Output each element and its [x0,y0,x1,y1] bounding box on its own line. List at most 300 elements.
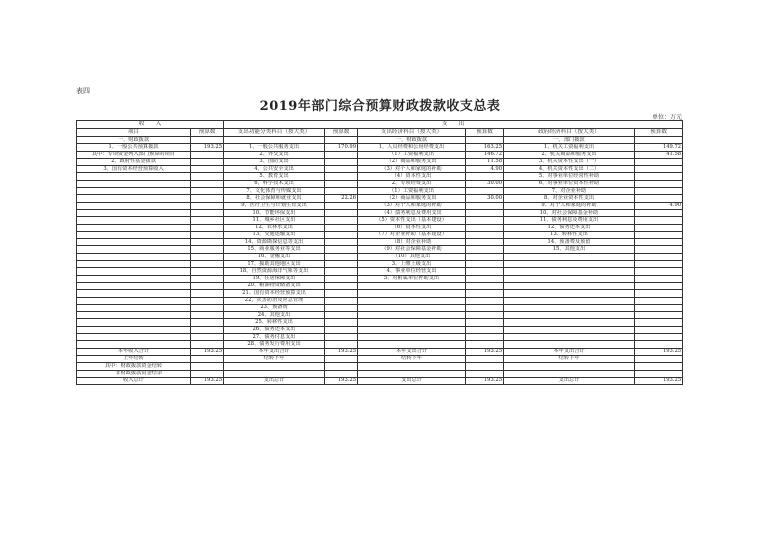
table-cell [635,268,683,275]
table-cell: 结转下年 [504,355,635,362]
table-cell: 7、文化体育与传媒支出 [224,188,325,195]
table-cell [224,370,325,377]
table-cell [466,304,504,311]
table-cell [191,275,224,282]
table-cell: 支出总计 [224,377,325,384]
table-cell [77,253,191,260]
table-row [77,239,683,246]
table-cell [635,326,683,333]
table-cell [77,231,191,238]
table-cell [466,209,504,216]
table-cell: 193.25 [191,144,224,151]
table-cell [77,224,191,231]
table-cell [635,355,683,362]
table-cell [504,282,635,289]
table-cell [191,297,224,304]
table-cell [191,231,224,238]
table-row [77,188,683,195]
table-cell [191,246,224,253]
table-cell [635,319,683,326]
col-func: 支出功能分类科目（按大类） [224,129,325,137]
table-row [77,326,683,333]
table-cell [504,268,635,275]
table-cell [77,319,191,326]
table-cell [635,275,683,282]
table-cell: 4、机关资本性支出（二） [504,166,635,173]
table-cell [191,304,224,311]
page-title: 2019年部门综合预算财政拨款收支总表 [259,99,501,114]
table-cell: 3、国防支出 [224,158,325,165]
table-cell: 11、债务利息及费用支出 [504,217,635,224]
table-cell [635,304,683,311]
table-row [77,217,683,224]
table-cell [191,261,224,268]
table-cell [466,326,504,333]
table-cell [77,202,191,209]
table-cell [77,217,191,224]
table-cell: 9、医疗卫生与计划生育支出 [224,202,325,209]
table-cell [77,180,191,187]
table-cell: 26、债务还本支出 [224,326,325,333]
table-cell [466,268,504,275]
table-row [77,319,683,326]
table-cell: （3）对个人和家庭的补助 [358,166,466,173]
table-cell [504,326,635,333]
table-cell: 14、预备费及预留 [504,239,635,246]
table-cell [466,290,504,297]
table-cell [358,341,466,348]
table-cell: （7）对企业补助（基本建设） [358,231,466,238]
table-cell [635,173,683,180]
table-cell [504,319,635,326]
table-cell [191,319,224,326]
table-cell [325,137,358,144]
table-cell [325,261,358,268]
table-cell: （4）资本性支出 [358,173,466,180]
table-cell: 1、人员经费和公用经费支出 [358,144,466,151]
table-cell [635,282,683,289]
table-cell [466,282,504,289]
table-cell: 一、财政拨款 [77,137,191,144]
table-cell [325,224,358,231]
table-cell [635,253,683,260]
table-cell: 12、债务还本支出 [504,224,635,231]
table-cell [466,253,504,260]
table-cell: 本年支出合计 [358,348,466,355]
table-cell: 2、外交支出 [224,151,325,158]
table-cell: 6、科学技术支出 [224,180,325,187]
table-cell [358,297,466,304]
table-cell [635,166,683,173]
table-cell [466,137,504,144]
table-row [77,341,683,348]
table-cell: 15、商业服务业等支出 [224,246,325,253]
table-row [77,195,683,202]
table-cell [77,268,191,275]
table-cell [504,312,635,319]
table-cell [77,312,191,319]
table-row [77,312,683,319]
table-cell: 11、城乡社区支出 [224,217,325,224]
table-row [77,166,683,173]
table-cell [325,151,358,158]
unit-label: 单位：万元 [651,114,682,121]
table-cell [635,290,683,297]
table-row [77,231,683,238]
table-cell [77,297,191,304]
table-cell: 19、住房保障支出 [224,275,325,282]
table-cell: 非财政拨款资金结余 [77,370,191,377]
table-cell [77,188,191,195]
table-cell [325,312,358,319]
table-cell [191,326,224,333]
table-cell [325,180,358,187]
table-cell: （8）对企业补助 [358,239,466,246]
table-row [77,173,683,180]
table-cell [635,137,683,144]
table-cell [77,195,191,202]
table-cell: 4、公共安全支出 [224,166,325,173]
table-cell: （10）其他支出 [358,253,466,260]
table-cell [325,209,358,216]
table-cell [77,334,191,341]
table-cell [325,334,358,341]
table-cell [325,370,358,377]
table-row [77,144,683,151]
table-cell [325,217,358,224]
table-cell [466,231,504,238]
col-project: 项目 [77,129,191,137]
table-cell: 其中：财政拨款资金结转 [77,363,191,370]
table-cell [635,341,683,348]
table-cell [504,370,635,377]
table-cell [191,355,224,362]
table-cell: 23、预备费 [224,304,325,311]
table-cell [466,297,504,304]
table-cell [466,319,504,326]
table-cell [325,253,358,260]
table-cell [358,334,466,341]
table-cell [191,166,224,173]
table-cell: 13、转移性支出 [504,231,635,238]
table-cell: 163.25 [466,144,504,151]
table-cell: 22、灾害防治及应急管理 [224,297,325,304]
table-cell: 2、政府性基金拨款 [77,158,191,165]
table-cell [358,304,466,311]
table-cell: 193.25 [325,348,358,355]
table-row [77,261,683,268]
table-cell: 一、财政拨款 [358,137,466,144]
table-cell [325,363,358,370]
table-cell: 10、对社会保障基金补助 [504,209,635,216]
table-cell: 13、交通运输支出 [224,231,325,238]
table-cell [635,209,683,216]
table-cell [504,297,635,304]
table-cell [191,209,224,216]
table-cell [325,282,358,289]
table-cell: 一、部门拨款 [504,137,635,144]
table-row [77,377,683,384]
table-cell [635,180,683,187]
table-cell: 支出总计 [358,377,466,384]
table-cell: 18、自然资源海洋气象等支出 [224,268,325,275]
table-cell: 30.00 [466,180,504,187]
table-cell [466,261,504,268]
table-cell [466,224,504,231]
col-budget4: 预算数 [635,129,683,137]
table-cell [635,231,683,238]
table-cell [325,246,358,253]
table-cell [358,326,466,333]
table-cell: 8、社会保障和就业支出 [224,195,325,202]
table-cell: 11.58 [466,158,504,165]
table-cell: 25、转移性支出 [224,319,325,326]
table-row [77,137,683,144]
table-cell [191,341,224,348]
table-cell [635,217,683,224]
table-cell [635,239,683,246]
table-row [77,348,683,355]
table-cell [635,312,683,319]
table-cell [466,334,504,341]
table-cell [191,334,224,341]
table-cell: 结转下年 [224,355,325,362]
table-cell: 8、对企业资本性支出 [504,195,635,202]
table-cell [191,173,224,180]
table-cell [466,173,504,180]
table-cell: 9、对个人和家庭的补助 [504,202,635,209]
table-cell: 12、农林水支出 [224,224,325,231]
table-cell [191,370,224,377]
table-cell: 170.99 [325,144,358,151]
table-cell: 5、对事业单位经常性补助 [504,173,635,180]
table-row [77,370,683,377]
table-cell [325,239,358,246]
table-cell [358,370,466,377]
table-cell [77,341,191,348]
table-cell [77,275,191,282]
table-row [77,209,683,216]
table-row [77,282,683,289]
table-cell: 1、一般公共预算拨款 [77,144,191,151]
column-header-row [77,129,683,137]
table-cell [504,261,635,268]
table-cell: 本年收入合计 [77,348,191,355]
table-cell: 149.72 [635,144,683,151]
table-row [77,275,683,282]
table-cell: 28、债务发行费用支出 [224,341,325,348]
table-cell: 193.25 [191,348,224,355]
table-cell [325,319,358,326]
table-cell [191,268,224,275]
table-cell [325,275,358,282]
table-cell [325,268,358,275]
col-econ: 支出经济科目（按大类） [358,129,466,137]
table-cell [504,253,635,260]
table-cell [504,290,635,297]
group-header-row [77,121,683,129]
table-cell [191,282,224,289]
table-cell: 3、上缴上级支出 [358,261,466,268]
table-cell [466,217,504,224]
table-cell [466,275,504,282]
table-cell [635,297,683,304]
table-cell [635,224,683,231]
table-cell [77,209,191,216]
table-cell: 14、资源勘探信息等支出 [224,239,325,246]
table-cell [325,158,358,165]
table-cell [635,363,683,370]
table-cell [466,355,504,362]
table-row [77,158,683,165]
table-row [77,180,683,187]
table-cell: 21、国有资本经营预算支出 [224,290,325,297]
table-cell: 3、国有资本经营预算收入 [77,166,191,173]
table-cell [77,326,191,333]
table-cell [325,297,358,304]
table-cell [635,370,683,377]
table-cell: 22.26 [325,195,358,202]
income-header: 收 入 [77,121,224,129]
table-cell [325,341,358,348]
table-cell: 10、节能环保支出 [224,209,325,216]
col-budget3: 预算数 [466,129,504,137]
table-cell [635,158,683,165]
table-cell: 6、对事业单位资本性补助 [504,180,635,187]
table-cell [191,253,224,260]
table-cell: 20、粮油物资储备支出 [224,282,325,289]
table-cell [77,239,191,246]
table-cell [504,334,635,341]
table-cell [466,246,504,253]
table-cell [358,312,466,319]
table-cell: 24、其他支出 [224,312,325,319]
table-cell [77,261,191,268]
table-row [77,290,683,297]
table-cell: 193.25 [635,348,683,355]
table-cell: 30.00 [466,195,504,202]
table-cell: 41.58 [635,151,683,158]
table-cell [466,239,504,246]
col-budget: 预算数 [191,129,224,137]
table-cell: （1）工资福利支出 [358,188,466,195]
table-cell: （4）债务利息及费用支出 [358,209,466,216]
table-cell [77,246,191,253]
table-row [77,224,683,231]
table-cell: 收入总计 [77,377,191,384]
table-cell: 17、援助其他地区支出 [224,261,325,268]
table-cell [466,202,504,209]
table-cell [504,275,635,282]
table-row [77,297,683,304]
table-cell [191,290,224,297]
budget-table [76,120,683,385]
table-cell: 支出总计 [504,377,635,384]
expense-header: 支 出 [224,121,683,129]
table-cell: 3、机关资本性支出（一） [504,158,635,165]
table-cell: 193.25 [325,377,358,384]
table-cell: 1、一般公共服务支出 [224,144,325,151]
table-cell [191,195,224,202]
table-cell [191,363,224,370]
table-cell [466,188,504,195]
col-budget2: 预算数 [325,129,358,137]
table-cell: 2、专项经费支出 [358,180,466,187]
table-row [77,355,683,362]
table-cell: （9）对社会保障基金补助 [358,246,466,253]
table-cell: 16、金融支出 [224,253,325,260]
table-cell [77,282,191,289]
table-cell: 2、机关商品和服务支出 [504,151,635,158]
table-row [77,268,683,275]
table-cell [325,231,358,238]
table-row [77,202,683,209]
table-cell [466,341,504,348]
table-cell [504,304,635,311]
table-cell: （3）对个人和家庭的补助 [358,202,466,209]
table-cell [635,246,683,253]
table-row [77,246,683,253]
table-cell: 本年支出合计 [504,348,635,355]
col-gov: 政府经济科目（按大类） [504,129,635,137]
table-cell [504,363,635,370]
table-row [77,304,683,311]
table-cell [325,290,358,297]
table-cell [191,180,224,187]
table-cell: 4.90 [466,166,504,173]
table-cell [358,290,466,297]
table-cell [635,334,683,341]
table-cell [77,290,191,297]
table-cell [325,355,358,362]
table-cell [77,173,191,180]
table-cell: 193.25 [466,377,504,384]
table-cell [191,312,224,319]
table-cell: 本年支出合计 [224,348,325,355]
table-cell: 5、教育支出 [224,173,325,180]
table-cell: 15、其他支出 [504,246,635,253]
table-cell [191,224,224,231]
table-cell [325,188,358,195]
table-cell [466,363,504,370]
table-row [77,253,683,260]
table-cell [635,261,683,268]
table-cell: 4.90 [635,202,683,209]
table-tag: 表四 [76,87,90,95]
table-cell: （5）资本性支出（基本建设） [358,217,466,224]
table-cell [191,217,224,224]
table-cell: （2）商品和服务支出 [358,158,466,165]
table-cell [191,137,224,144]
table-cell [224,363,325,370]
table-cell: 1、机关工资福利支出 [504,144,635,151]
table-cell: （1）工资福利支出 [358,151,466,158]
table-cell [191,188,224,195]
table-row [77,334,683,341]
table-row [77,151,683,158]
table-cell [77,304,191,311]
table-cell [325,202,358,209]
table-cell [325,326,358,333]
table-cell [635,188,683,195]
table-cell: 146.72 [466,151,504,158]
table-cell [358,363,466,370]
table-cell: 其中：专项资金列入部门预算的项目 [77,151,191,158]
table-cell [224,137,325,144]
table-cell: 上年结转 [77,355,191,362]
table-cell [466,312,504,319]
table-cell [191,202,224,209]
